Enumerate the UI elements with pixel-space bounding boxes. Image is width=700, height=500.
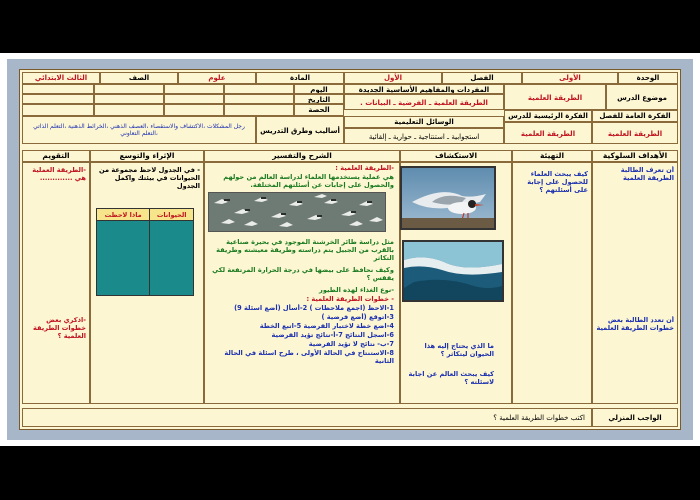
explore-question-1: ما الذي يحتاج إليه هذا الحيوان ليتكاثر ؟: [424, 342, 494, 359]
period-cell-3: [94, 104, 164, 116]
period-label: الحصة: [294, 104, 344, 116]
col-assess: التقويم: [22, 150, 90, 162]
date-cell-2: [164, 94, 224, 104]
subject-label: المادة: [256, 72, 344, 84]
assess-body: [22, 162, 90, 404]
col-explore: الاستكشاف: [400, 150, 512, 162]
day-cell-2: [164, 84, 224, 94]
methods-label: أساليب وطرق التدريس: [256, 116, 344, 144]
period-cell-1: [224, 104, 294, 116]
chapter-label: الفصل: [442, 72, 522, 84]
lesson-topic-value: الطريقة العلمية: [504, 84, 606, 110]
explain-question: وكيف نحافظ على بيضها في درجة الحرارة المرتفعة لكي يفقس ؟: [212, 266, 394, 283]
enrich-text: - في الجدول لاحظ مجموعة من الحيوانات في بيئتك واكمل الجدول: [99, 166, 200, 191]
objective-2: أن تعدد الطالبة بعض خطوات الطريقة العلمية: [596, 316, 674, 333]
tern-colony-image: [209, 193, 385, 231]
step-line-1: 1-الاحظ (اجمع ملاحظات ) 2-أسأل (أضع اسئلة 9): [234, 304, 394, 312]
step-line-5: 7-ب- نتائج لا تؤيد الفرضية: [308, 340, 394, 348]
main-idea-value: الطريقة العلمية: [504, 122, 592, 144]
date-cell-1: [224, 94, 294, 104]
vocab-label: المفردات والمفاهيم الأساسية الجديدة: [344, 84, 504, 94]
explain-title: -الطريقة العلمية :: [335, 164, 394, 172]
warmup-text: كيف يبحث العلماء للحصول على إجابة على أسئلتهم ؟: [527, 170, 588, 195]
enrich-col-observe: ماذا لاحظت: [97, 209, 150, 221]
objectives-body: [592, 162, 678, 404]
lesson-plan-sheet: [19, 69, 681, 430]
step-line-2: 3-اتوقع (أضع فرضية ): [321, 313, 394, 321]
explain-example: مثل دراسة طائر الخرشنة الموجود في بحيرة صناعية بالقرب من الجبيل يتم دراسته وطريقة معيشته وطريقة التكاثر: [216, 238, 394, 263]
main-idea-label: الفكرة الرئيسية للدرس: [504, 110, 592, 122]
warmup-body: [512, 162, 592, 404]
unit-value: الأولى: [522, 72, 618, 84]
tern-colony-photo: [208, 192, 386, 232]
explain-food: -نوع الغذاء لهذه الطيور: [319, 286, 394, 294]
period-cell-4: [22, 104, 94, 116]
tern-photo: [400, 166, 496, 230]
col-enrich: الإثراء والتوسع: [90, 150, 204, 162]
enrich-cell-animals: [150, 221, 194, 296]
general-idea-label: الفكرة العامة للفصل: [592, 110, 678, 122]
methods-value: استجوابية ـ استنتاجية ـ حوارية ـ إلقائية: [344, 128, 504, 144]
enrich-cell-observe: [97, 221, 150, 296]
step-line-4: 6-اسجل النتائج 7-أ-نتائج تؤيد الفرضية: [271, 331, 394, 339]
subject-value: علوم: [178, 72, 256, 84]
coast-aerial-image: [404, 242, 502, 300]
objective-1: أن تعرف الطالبة الطريقة العلمية: [620, 166, 674, 183]
explain-definition: هي عملية يستخدمها العلماء لدراسة العالم من حولهم والحصول على إجابات عن أسئلتهم المختلفة.: [223, 173, 394, 190]
assess-q1: -الطريقة العملية هي .............: [32, 166, 86, 183]
outer-frame: [7, 59, 693, 440]
vocab-value: الطريقة العلمية ـ الفرضية ـ البيانات .: [344, 94, 504, 110]
page: [0, 53, 700, 446]
aids-label: الوسائل التعليمية: [344, 116, 504, 128]
unit-label: الوحدة: [618, 72, 678, 84]
date-cell-3: [94, 94, 164, 104]
col-explain: الشرح والتفسير: [204, 150, 400, 162]
homework-label: الواجب المنزلي: [592, 408, 678, 427]
steps-title: - خطوات الطريقة العلمية :: [306, 295, 394, 303]
chapter-value: الأول: [344, 72, 442, 84]
day-cell-1: [224, 84, 294, 94]
day-cell-3: [94, 84, 164, 94]
lesson-topic-label: موضوع الدرس: [606, 84, 678, 110]
tern-bird-image: [402, 168, 494, 228]
col-objectives: الأهداف السلوكية: [592, 150, 678, 162]
grade-value: الثالث الابتدائي: [22, 72, 100, 84]
general-idea-value: الطريقة العلمية: [592, 122, 678, 144]
col-warmup: التهيئة: [512, 150, 592, 162]
period-cell-2: [164, 104, 224, 116]
day-label: اليوم: [294, 84, 344, 94]
homework-text: اكتب خطوات الطريقة العلمية ؟: [22, 408, 592, 427]
explore-question-2: كيف يبحث العالم عن اجابة لاسئلته ؟: [408, 370, 494, 387]
date-label: التاريخ: [294, 94, 344, 104]
day-cell-4: [22, 84, 94, 94]
step-line-6: 8-الاستنتاج في الحالة الأولى ، طرح اسئلة في الحالة الثانية: [224, 349, 394, 366]
enrich-col-animals: الحيوانات: [150, 209, 194, 221]
step-line-3: 4-اضع خطة لاختبار الفرضية 5-اتبع الخطة: [259, 322, 394, 330]
coast-photo: [402, 240, 504, 302]
strategies-value: رجل المشكلات ،الاكتشاف والاستقصاء ،العصف الذهني ،الخرائط الذهنية ،التعلم الذاتي ،التعلم التعاوني: [22, 116, 256, 144]
grade-label: الصف: [100, 72, 178, 84]
enrich-table: [96, 208, 194, 296]
assess-q2: -اذكري بعض خطوات الطريقة العلمية ؟: [33, 316, 86, 341]
date-cell-4: [22, 94, 94, 104]
